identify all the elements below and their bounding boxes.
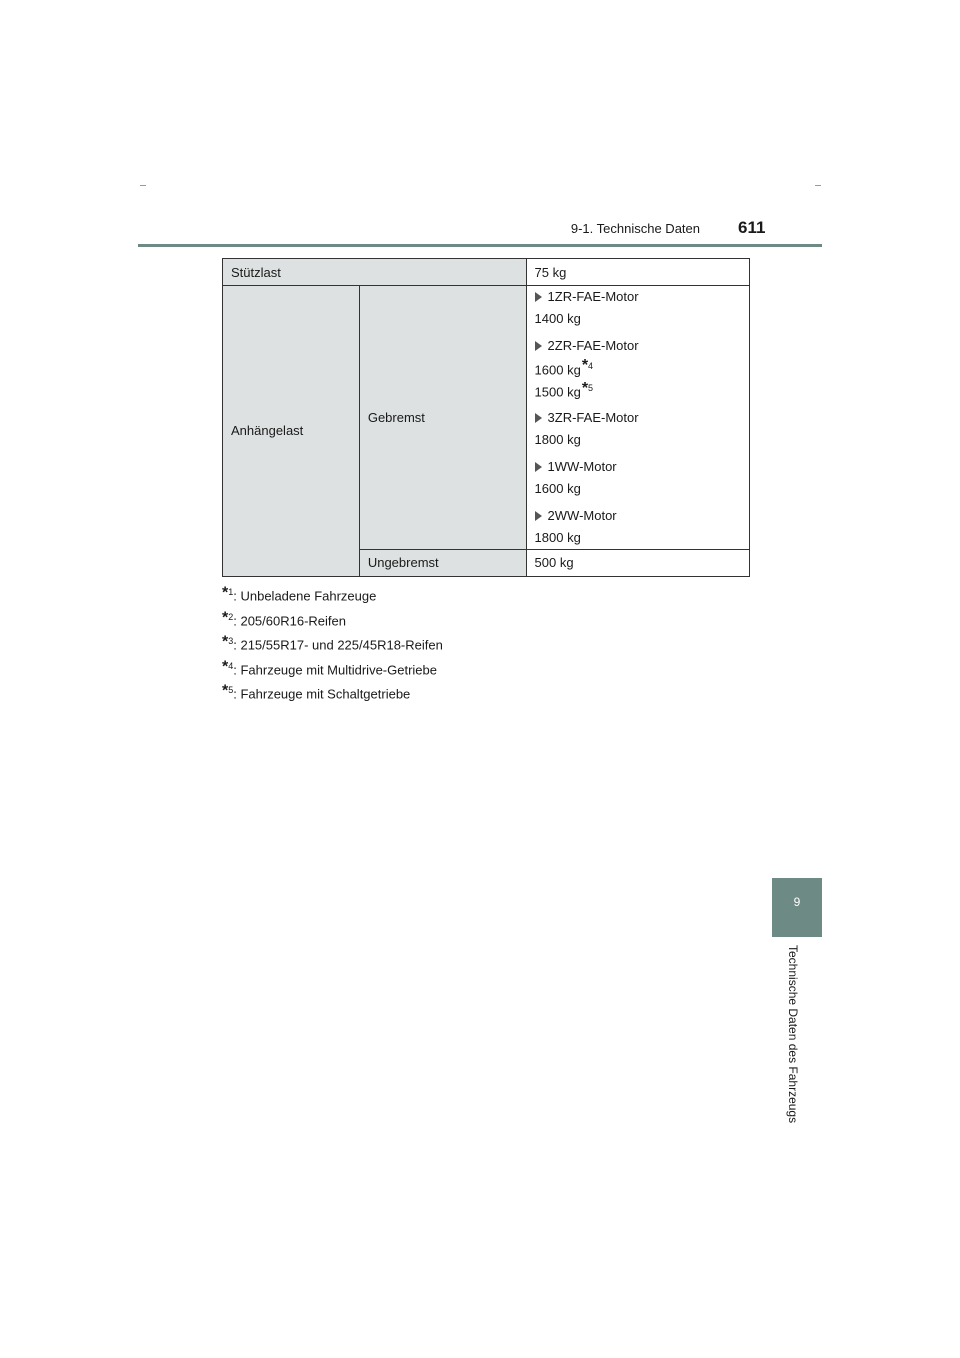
weight-value: 1600 kg [534, 362, 581, 378]
chapter-tab [772, 878, 822, 937]
arrow-right-icon [535, 292, 542, 302]
footnote-number: 2 [228, 611, 234, 622]
engine-entry [535, 286, 741, 330]
footnote [222, 580, 443, 605]
spec-table [222, 258, 750, 577]
asterisk-icon: * [222, 584, 229, 602]
anhaengelast-label: Anhängelast [223, 286, 360, 577]
engine-entry [535, 456, 741, 500]
engine-entry [535, 505, 741, 549]
header-rule [138, 244, 822, 247]
ungebremst-label: Ungebremst [359, 549, 526, 576]
gebremst-values [526, 286, 749, 550]
footnote-text: : 215/55R17- und 225/45R18-Reifen [233, 637, 443, 653]
footnote-number: 1 [228, 587, 234, 597]
arrow-right-icon [535, 341, 542, 351]
footnote [222, 654, 443, 679]
footnote-number: 4 [228, 660, 234, 671]
ungebremst-value: 500 kg [526, 549, 749, 576]
asterisk-icon: * [222, 657, 229, 675]
stuetzlast-value: 75 kg [526, 259, 749, 286]
footnote [222, 605, 443, 630]
asterisk-icon: * [222, 682, 229, 700]
engine-entry [535, 335, 741, 402]
footnote-ref: 4 [588, 361, 594, 371]
weight-value: 1600 kg [534, 480, 581, 496]
table-row [223, 286, 750, 550]
footnotes [222, 580, 443, 703]
engine-name: 2WW-Motor [547, 507, 617, 523]
weight-line [535, 379, 741, 401]
footnote-text: : Fahrzeuge mit Schaltgetriebe [233, 686, 411, 702]
page-number: 611 [738, 218, 766, 237]
asterisk-icon: * [222, 633, 229, 651]
footnote [222, 678, 443, 703]
weight-line [535, 357, 741, 379]
table-row [223, 259, 750, 286]
weight-value: 1800 kg [534, 431, 581, 447]
section-title: 9-1. Technische Daten [570, 221, 700, 236]
footnote-text: : Fahrzeuge mit Multidrive-Getriebe [233, 661, 437, 677]
engine-name: 3ZR-FAE-Motor [547, 409, 639, 425]
chapter-number: 9 [793, 895, 801, 909]
weight-value: 1800 kg [534, 529, 581, 545]
weight-value: 1500 kg [534, 384, 581, 400]
gebremst-label: Gebremst [359, 286, 526, 550]
asterisk-icon: * [222, 608, 229, 626]
engine-name: 1WW-Motor [547, 458, 617, 474]
asterisk-icon: * [581, 357, 589, 375]
footnote-text: : 205/60R16-Reifen [233, 612, 346, 628]
footnote-number: 3 [228, 636, 234, 646]
footnote-number: 5 [228, 685, 234, 695]
engine-name: 2ZR-FAE-Motor [547, 338, 639, 353]
engine-name: 1ZR-FAE-Motor [547, 289, 639, 304]
arrow-right-icon [535, 511, 542, 521]
weight-value: 1400 kg [534, 311, 581, 326]
engine-entry [535, 407, 741, 451]
footnote-text: : Unbeladene Fahrzeuge [233, 588, 377, 604]
arrow-right-icon [535, 413, 542, 423]
arrow-right-icon [535, 462, 542, 472]
footnote [222, 629, 443, 654]
chapter-title: Technische Daten des Fahrzeugs [786, 945, 800, 1124]
asterisk-icon: * [581, 379, 589, 397]
stuetzlast-label: Stützlast [223, 259, 527, 286]
footnote-ref: 5 [588, 383, 594, 394]
